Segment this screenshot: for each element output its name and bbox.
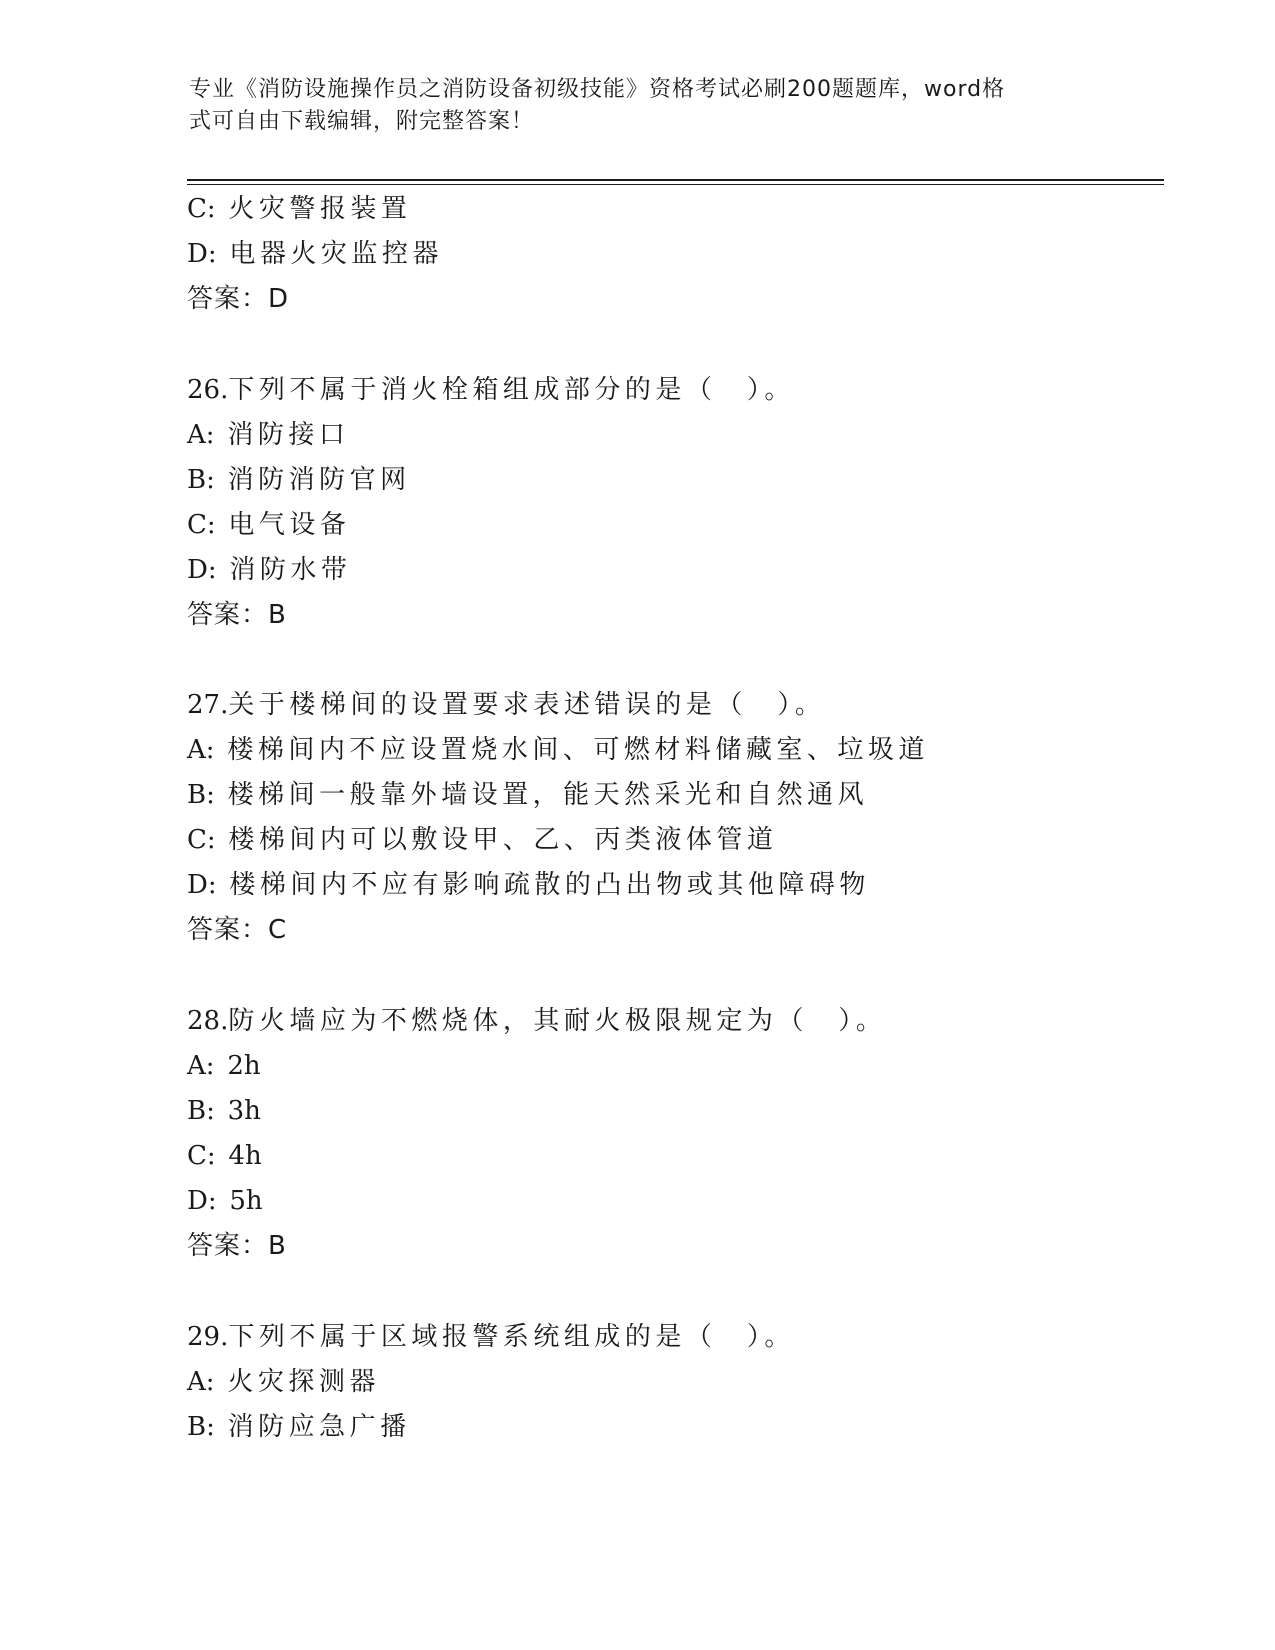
question-28-answer: 答案：B bbox=[187, 1231, 287, 1261]
header-divider-thin bbox=[187, 184, 1164, 185]
question-27-answer: 答案：C bbox=[187, 915, 288, 945]
question-26-stem: 26.下列不属于消火栓箱组成部分的是（ ）。 bbox=[187, 375, 795, 405]
header-line-1: 专业《消防设施操作员之消防设备初级技能》资格考试必刷200题题库，word格 bbox=[189, 77, 1006, 102]
question-26-option-b: B: 消防消防官网 bbox=[187, 465, 411, 495]
option-d: D: 电器火灾监控器 bbox=[187, 239, 443, 269]
question-29-stem: 29.下列不属于区域报警系统组成的是（ ）。 bbox=[187, 1322, 795, 1352]
header-line-2: 式可自由下载编辑，附完整答案！ bbox=[189, 109, 535, 134]
question-27-option-c: C: 楼梯间内可以敷设甲、乙、丙类液体管道 bbox=[187, 825, 778, 855]
option-c: C: 火灾警报装置 bbox=[187, 194, 412, 224]
header-divider-thick bbox=[187, 179, 1164, 181]
question-26-option-d: D: 消防水带 bbox=[187, 555, 352, 585]
question-28-option-c: C: 4h bbox=[187, 1141, 262, 1171]
document-header bbox=[189, 74, 1089, 138]
question-27-option-b: B: 楼梯间一般靠外墙设置，能天然采光和自然通风 bbox=[187, 780, 869, 810]
question-28-option-b: B: 3h bbox=[187, 1096, 261, 1126]
answer-line: 答案：D bbox=[187, 284, 290, 314]
question-27-option-a: A: 楼梯间内不应设置烧水间、可燃材料储藏室、垃圾道 bbox=[187, 735, 929, 765]
question-27-stem: 27.关于楼梯间的设置要求表述错误的是（ ）。 bbox=[187, 690, 826, 720]
question-27-option-d: D: 楼梯间内不应有影响疏散的凸出物或其他障碍物 bbox=[187, 870, 870, 900]
question-29-option-b: B: 消防应急广播 bbox=[187, 1412, 411, 1442]
question-28-option-d: D: 5h bbox=[187, 1186, 263, 1216]
question-29-option-a: A: 火灾探测器 bbox=[187, 1367, 380, 1397]
question-28-stem: 28.防火墙应为不燃烧体，其耐火极限规定为（ ）。 bbox=[187, 1006, 887, 1036]
question-26-option-a: A: 消防接口 bbox=[187, 420, 350, 450]
question-28-option-a: A: 2h bbox=[187, 1051, 261, 1081]
question-26-answer: 答案：B bbox=[187, 600, 287, 630]
question-26-option-c: C: 电气设备 bbox=[187, 510, 351, 540]
